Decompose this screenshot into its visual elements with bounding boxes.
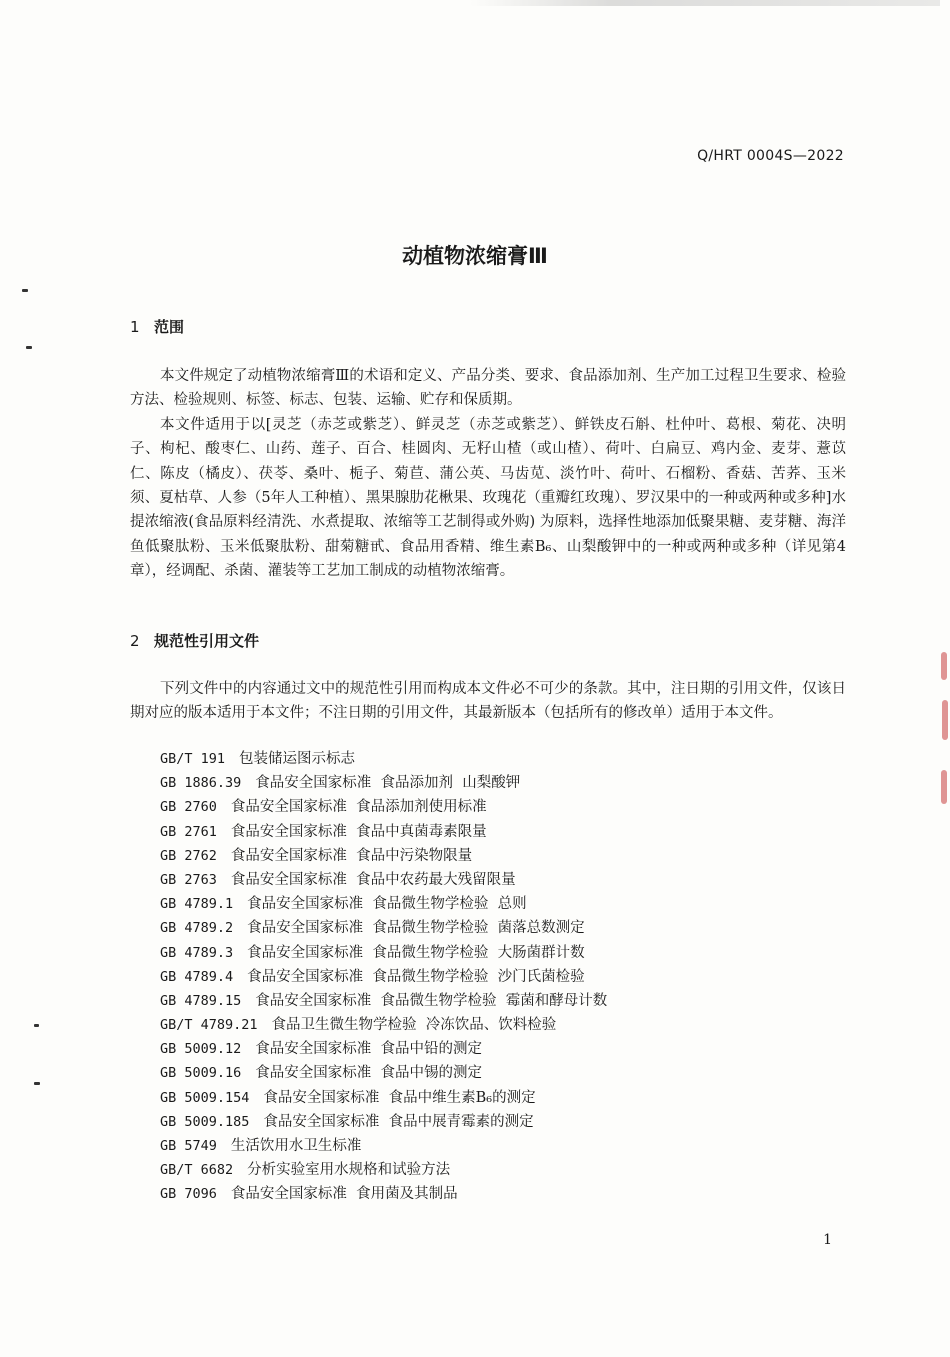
reference-title: 生活饮用水卫生标准 xyxy=(230,1138,362,1154)
reference-item xyxy=(160,1037,607,1061)
reference-item xyxy=(160,1158,607,1182)
scan-speck xyxy=(34,1082,40,1085)
section-1-number: 1 xyxy=(130,318,140,336)
reference-code: GB/T 191 xyxy=(160,751,226,767)
reference-code: GB 5009.12 xyxy=(160,1041,242,1058)
reference-item xyxy=(160,965,607,989)
section-2-intro xyxy=(130,677,846,726)
reference-list xyxy=(160,747,607,1207)
normative-intro-paragraph: 下列文件中的内容通过文中的规范性引用而构成本文件必不可少的条款。其中，注日期的引用文件，仅该日期对应的版本适用于本文件；不注日期的引用文件，其最新版本（包括所有的修改单）适用于本文件。 xyxy=(130,681,846,722)
scope-paragraph-2: 本文件适用于以[灵芝（赤芝或紫芝）、鲜灵芝（赤芝或紫芝）、鲜铁皮石斛、杜仲叶、葛根、菊花、决明子、枸杞、酸枣仁、山药、莲子、百合、桂圆肉、无籽山楂（或山楂）、荷叶、白扁豆、鸡内金、麦芽、薏苡仁、陈皮（橘皮）、茯苓、桑叶、栀子、菊苣、蒲公英、马齿苋、淡竹叶、荷叶、石榴粉、香菇、苦荞、玉米须、夏枯草、人参（5年人工种植）、黑果腺肋花楸果、玫瑰花（重瓣红玫瑰）、罗汉果中的一种或两种或多种]水提浓缩液(食品原料经清洗、水煮提取、浓缩等工艺制得或外购) 为原料，选择性地添加低聚果糖、麦芽糖、海洋鱼低聚肽粉、玉米低聚肽粉、甜菊糖甙、食品用香精、维生素B₆、山梨酸钾中的一种或两种或多种（详见第4章），经调配、杀菌、灌装等工艺加工制成的动植物浓缩膏。 xyxy=(130,416,846,580)
reference-code: GB 5009.16 xyxy=(160,1065,242,1082)
reference-code: GB 4789.15 xyxy=(160,992,242,1009)
reference-item xyxy=(160,1086,607,1110)
seal-edge-mark xyxy=(942,700,948,740)
reference-title: 食品安全国家标准 食品微生物学检验 沙门氏菌检验 xyxy=(247,968,585,985)
reference-title: 包装储运图示标志 xyxy=(239,751,356,767)
reference-code: GB 5749 xyxy=(160,1138,217,1154)
reference-item xyxy=(160,1013,607,1037)
reference-title: 食品安全国家标准 食品添加剂使用标准 xyxy=(230,799,487,816)
seal-edge-mark xyxy=(941,770,947,804)
reference-item xyxy=(160,844,607,868)
reference-title: 食品安全国家标准 食品中污染物限量 xyxy=(230,847,473,864)
reference-item xyxy=(160,941,607,965)
document-title: 动植物浓缩膏Ⅲ xyxy=(402,244,548,268)
reference-item xyxy=(160,747,607,771)
scope-paragraph-1: 本文件规定了动植物浓缩膏Ⅲ的术语和定义、产品分类、要求、食品添加剂、生产加工过程卫生要求、检验方法、检验规则、标签、标志、包装、运输、贮存和保质期。 xyxy=(130,368,846,409)
reference-code: GB 4789.4 xyxy=(160,968,234,985)
reference-title: 食品卫生微生物学检验 冷冻饮品、饮料检验 xyxy=(271,1017,557,1034)
reference-item xyxy=(160,1110,607,1134)
reference-item xyxy=(160,795,607,819)
reference-code: GB 4789.2 xyxy=(160,920,234,937)
reference-code: GB 4789.1 xyxy=(160,896,234,913)
reference-title: 食品安全国家标准 食品中真菌毒素限量 xyxy=(230,823,487,840)
reference-item xyxy=(160,916,607,940)
reference-code: GB 5009.154 xyxy=(160,1089,250,1106)
reference-code: GB 2760 xyxy=(160,799,217,816)
reference-title: 食品安全国家标准 食品微生物学检验 总则 xyxy=(247,896,527,913)
section-2-title: 规范性引用文件 xyxy=(154,632,260,650)
reference-title: 食品安全国家标准 食品中农药最大残留限量 xyxy=(230,871,516,888)
reference-title: 分析实验室用水规格和试验方法 xyxy=(247,1162,451,1179)
reference-title: 食品安全国家标准 食品微生物学检验 霉菌和酵母计数 xyxy=(255,992,608,1009)
section-1-body xyxy=(130,364,846,584)
reference-code: GB 2761 xyxy=(160,823,217,840)
reference-code: GB 5009.185 xyxy=(160,1113,250,1130)
reference-item xyxy=(160,820,607,844)
reference-title: 食品安全国家标准 食品中锡的测定 xyxy=(255,1065,482,1082)
reference-item xyxy=(160,892,607,916)
reference-code: GB 7096 xyxy=(160,1186,217,1203)
reference-title: 食品安全国家标准 食品中铅的测定 xyxy=(255,1041,482,1058)
reference-item xyxy=(160,1061,607,1085)
seal-edge-mark xyxy=(941,652,947,680)
reference-code: GB 2763 xyxy=(160,871,217,888)
section-1-heading xyxy=(130,316,184,337)
scan-speck xyxy=(34,1024,39,1027)
reference-title: 食品安全国家标准 食品中展青霉素的测定 xyxy=(263,1113,534,1130)
reference-title: 食品安全国家标准 食品微生物学检验 菌落总数测定 xyxy=(247,920,585,937)
reference-code: GB/T 4789.21 xyxy=(160,1017,258,1034)
reference-code: GB 4789.3 xyxy=(160,944,234,961)
reference-item xyxy=(160,1182,607,1206)
section-2-number: 2 xyxy=(130,632,140,650)
page-number: 1 xyxy=(823,1232,832,1248)
section-1-title: 范围 xyxy=(154,318,185,336)
document-code: Q/HRT 0004S—2022 xyxy=(697,148,844,164)
scan-speck xyxy=(26,346,32,349)
reference-item xyxy=(160,868,607,892)
section-2-heading xyxy=(130,630,259,651)
reference-title: 食品安全国家标准 食品微生物学检验 大肠菌群计数 xyxy=(247,944,585,961)
reference-title: 食品安全国家标准 食品中维生素B₆的测定 xyxy=(263,1089,536,1106)
reference-item xyxy=(160,989,607,1013)
scan-smudge xyxy=(470,0,940,6)
reference-title: 食品安全国家标准 食品添加剂 山梨酸钾 xyxy=(255,775,521,792)
reference-code: GB 1886.39 xyxy=(160,775,242,792)
reference-title: 食品安全国家标准 食用菌及其制品 xyxy=(230,1186,458,1203)
reference-item xyxy=(160,1134,607,1158)
scan-speck xyxy=(22,289,28,292)
reference-code: GB 2762 xyxy=(160,847,217,864)
reference-item xyxy=(160,771,607,795)
reference-code: GB/T 6682 xyxy=(160,1162,234,1179)
